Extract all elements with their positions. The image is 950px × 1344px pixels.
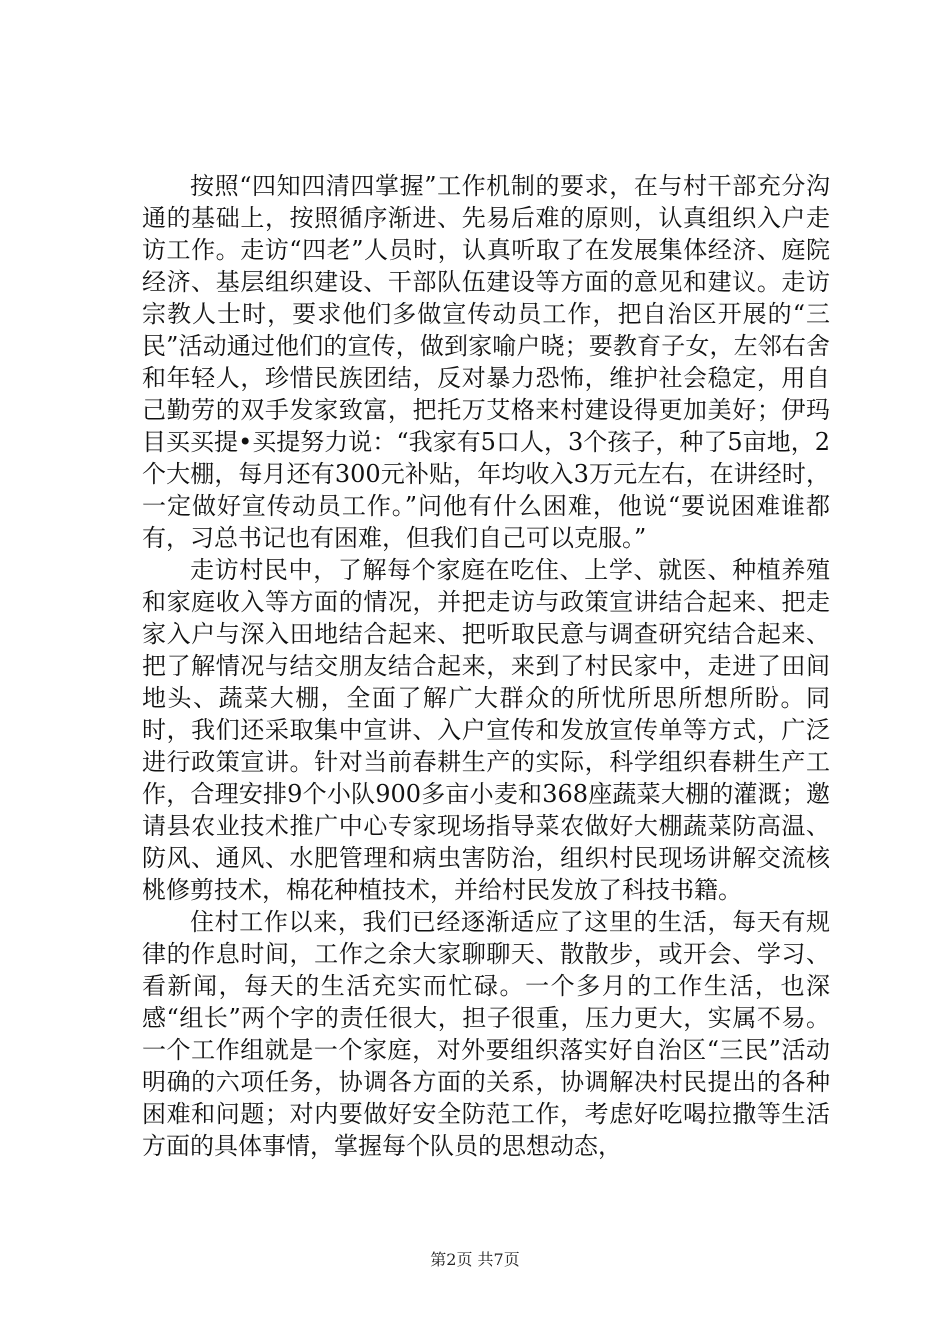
page-number: 第2页 共7页 (430, 1250, 520, 1269)
paragraph-1: 按照“四知四清四掌握”工作机制的要求，在与村干部充分沟通的基础上，按照循序渐进、先易后难的原则，认真组织入户走访工作。走访“四老”人员时，认真听取了在发展集体经济、庭院经济、基层组织建设、干部队伍建设等方面的意见和建议。走访宗教人士时，要求他们多做宣传动员工作，把自治区开展的“三民”活动通过他们的宣传，做到家喻户晓；要教育子女，左邻右舍和年轻人，珍惜民族团结，反对暴力恐怖，维护社会稳定，用自己勤劳的双手发家致富，把托万艾格来村建设得更加美好；伊玛目买买提•买提努力说：“我家有5口人，3个孩子，种了5亩地，2个大棚，每月还有300元补贴，年均收入3万元左右，在讲经时，一定做好宣传动员工作。”问他有什么困难，他说“要说困难谁都有，习总书记也有困难，但我们自己可以克服。” (142, 172, 830, 552)
paragraph-3: 住村工作以来，我们已经逐渐适应了这里的生活，每天有规律的作息时间，工作之余大家聊聊天、散散步，或开会、学习、看新闻，每天的生活充实而忙碌。一个多月的工作生活，也深感“组长”两个字的责任很大，担子很重，压力更大，实属不易。一个工作组就是一个家庭，对外要组织落实好自治区“三民”活动明确的六项任务，协调各方面的关系，协调解决村民提出的各种困难和问题；对内要做好安全防范工作，考虑好吃喝拉撒等生活方面的具体事情，掌握每个队员的思想动态， (142, 908, 830, 1160)
body-text (142, 170, 830, 1162)
page-footer (0, 1247, 950, 1270)
paragraph-2: 走访村民中，了解每个家庭在吃住、上学、就医、种植养殖和家庭收入等方面的情况，并把走访与政策宣讲结合起来、把走家入户与深入田地结合起来、把听取民意与调查研究结合起来、把了解情况与结交朋友结合起来，来到了村民家中，走进了田间地头、蔬菜大棚，全面了解广大群众的所忧所思所想所盼。同时，我们还采取集中宣讲、入户宣传和发放宣传单等方式，广泛进行政策宣讲。针对当前春耕生产的实际，科学组织春耕生产工作，合理安排9个小队900多亩小麦和368座蔬菜大棚的灌溉；邀请县农业技术推广中心专家现场指导菜农做好大棚蔬菜防高温、防风、通风、水肥管理和病虫害防治，组织村民现场讲解交流核桃修剪技术，棉花种植技术，并给村民发放了科技书籍。 (142, 556, 830, 904)
